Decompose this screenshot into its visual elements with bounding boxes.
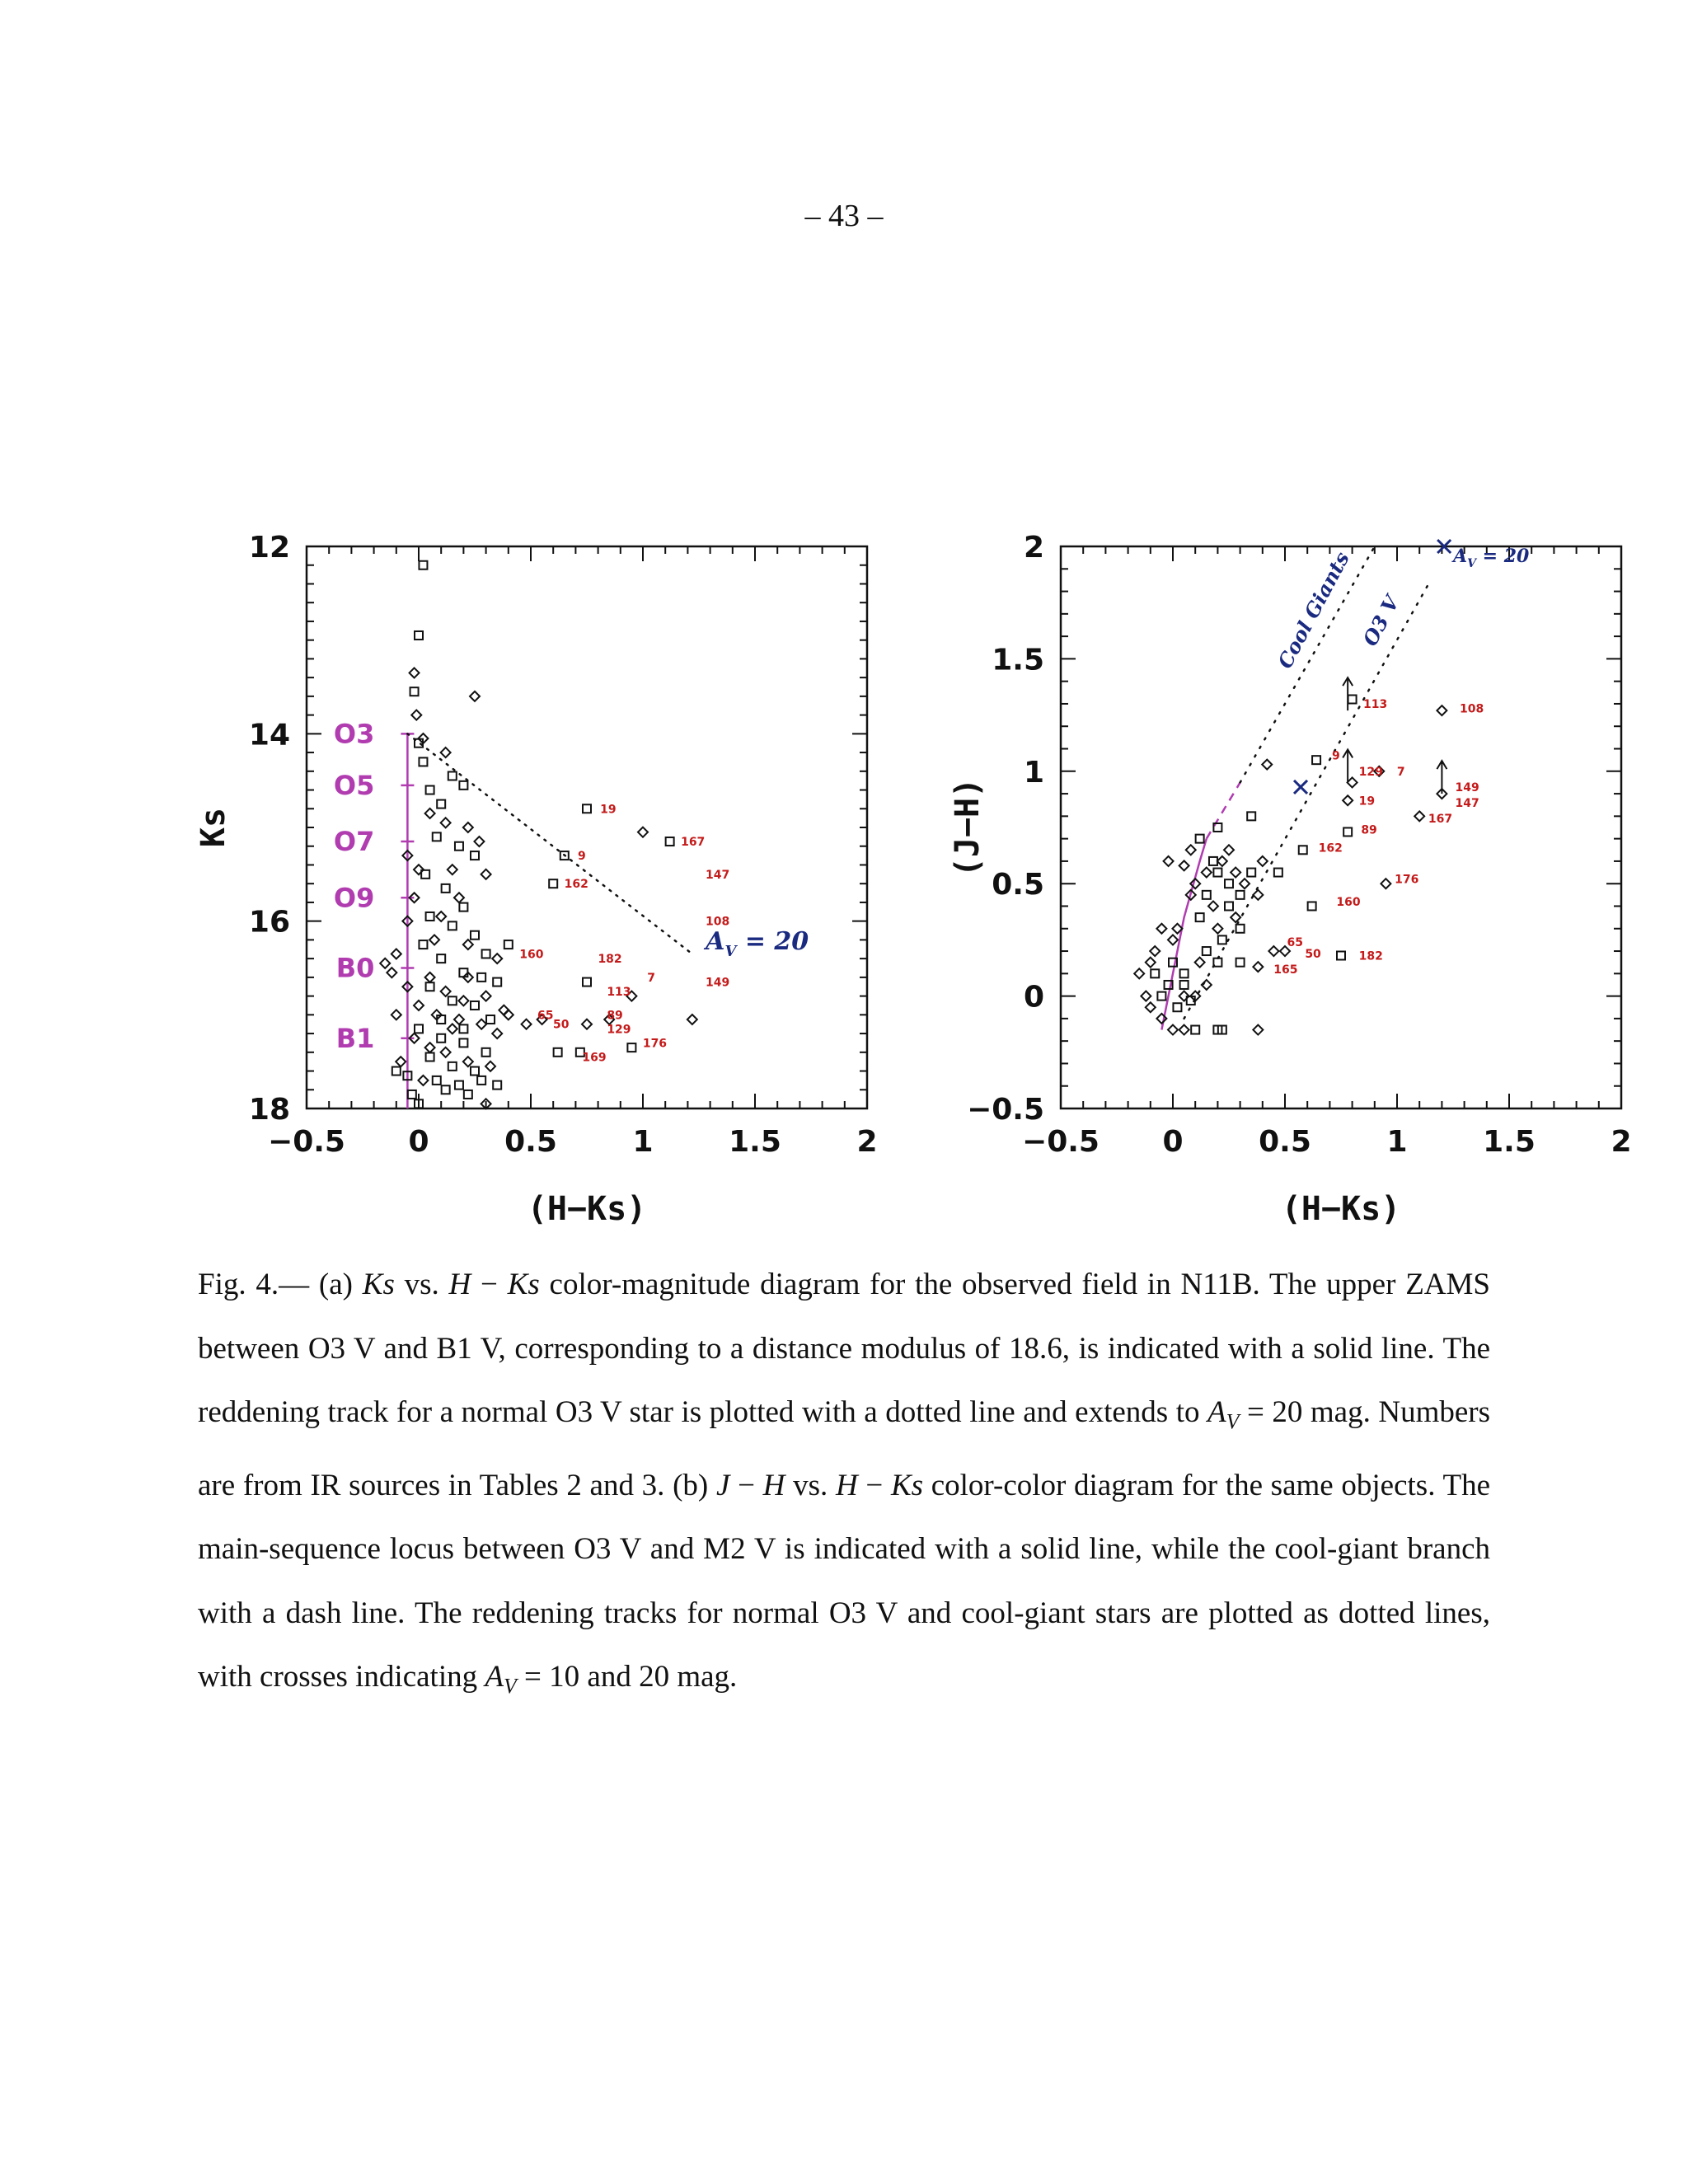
square-point — [1157, 992, 1165, 1001]
square-point — [433, 1076, 441, 1085]
diamond-point — [425, 1043, 435, 1052]
y-tick-label: 1.5 — [992, 643, 1044, 677]
diamond-point — [1141, 991, 1151, 1001]
x-tick-label: 1.5 — [729, 1125, 781, 1159]
square-point — [426, 1052, 434, 1061]
source-label: 19 — [600, 803, 617, 817]
cool-giant-branch — [1207, 782, 1240, 838]
x-axis-title: (H−Ks) — [1281, 1190, 1401, 1228]
square-point — [1236, 958, 1245, 967]
diamond-point — [429, 935, 439, 944]
diamond-point — [1231, 868, 1240, 878]
y-tick-label: 0 — [1023, 980, 1044, 1015]
diamond-point — [1208, 901, 1218, 911]
source-label: 108 — [706, 915, 730, 929]
y-tick-label: −0.5 — [967, 1093, 1044, 1127]
square-point — [493, 1081, 501, 1090]
square-point — [471, 931, 479, 940]
x-tick-label: 0.5 — [504, 1125, 557, 1159]
caption-text: (a) Ks vs. H − Ks color-magnitude diagram for the observed field in N11B. The upper ZAMS between O3 V and B1 V, corresponding to a distance modulus of 18.6, is indicated with a solid line. The reddening track for a normal O3 V star is plotted with a dotted line and extends to $A_V = 20$ mag. Numbers are from IR sources in Tables 2 and 3. (b) J − H vs. H − Ks color-color diagram for the same objects. The main-sequence locus between O3 V and M2 V is indicated with a solid line, while the cool-giant branch with a dash line. The reddening tracks for normal O3 V and cool-giant stars are plotted as dotted lines, with crosses indicating $A_V = 10$ and 20 mag. — [198, 1268, 1490, 1699]
av-annotation: $A_V = 20$ — [706, 926, 809, 960]
square-point — [1308, 902, 1316, 910]
diamond-point — [1414, 811, 1424, 821]
o3v-label: O3 V — [1357, 591, 1404, 650]
diamond-point — [1179, 1025, 1189, 1035]
source-label: 147 — [1455, 796, 1479, 810]
diamond-point — [441, 818, 451, 827]
square-point — [471, 851, 479, 860]
diamond-point — [1258, 856, 1268, 866]
chart-panel-b — [949, 531, 1632, 1228]
square-point — [1180, 969, 1189, 977]
x-tick-label: 1.5 — [1483, 1125, 1536, 1159]
diamond-point — [1202, 868, 1212, 878]
square-point — [464, 1090, 472, 1099]
diamond-point — [1212, 924, 1222, 934]
diamond-point — [458, 996, 468, 1005]
square-point — [448, 921, 457, 930]
square-point — [426, 982, 434, 991]
diamond-point — [1240, 879, 1250, 888]
spectral-type-label: O7 — [333, 826, 375, 858]
source-label: 7 — [1396, 765, 1405, 779]
square-point — [419, 561, 427, 569]
source-label: 89 — [607, 1009, 623, 1023]
diamond-point — [1156, 924, 1166, 934]
source-label: 165 — [1273, 963, 1298, 977]
plot-frame — [1061, 546, 1621, 1108]
square-point — [1348, 696, 1357, 704]
diamond-point — [418, 1076, 428, 1085]
spectral-type-label: O3 — [333, 718, 375, 750]
y-axis-title: (J−H) — [949, 777, 987, 878]
square-point — [437, 1015, 445, 1024]
x-tick-label: −0.5 — [268, 1125, 345, 1159]
source-label: 65 — [537, 1009, 554, 1023]
square-point — [471, 1067, 479, 1076]
y-tick-label: 0.5 — [992, 868, 1044, 902]
diamond-point — [485, 1062, 495, 1071]
diamond-point — [1253, 962, 1263, 972]
square-point — [426, 786, 434, 794]
source-label: 160 — [1336, 896, 1361, 910]
square-point — [455, 842, 463, 851]
diamond-point — [463, 823, 473, 832]
diamond-point — [1343, 795, 1353, 805]
square-point — [482, 949, 490, 958]
x-tick-label: 2 — [1611, 1125, 1632, 1159]
reddening-track — [1240, 546, 1375, 782]
diamond-point — [392, 1010, 401, 1019]
square-point — [554, 1048, 562, 1057]
y-tick-label: 12 — [248, 531, 290, 565]
square-point — [1191, 1026, 1199, 1034]
diamond-point — [425, 808, 435, 818]
diamond-point — [638, 827, 648, 837]
diamond-point — [436, 912, 446, 921]
x-tick-label: 2 — [856, 1125, 878, 1159]
source-label: 149 — [706, 976, 730, 990]
diamond-point — [1168, 935, 1178, 944]
square-point — [437, 800, 445, 808]
source-label: 162 — [564, 878, 588, 892]
source-label: 9 — [1331, 749, 1340, 763]
square-point — [459, 968, 467, 977]
square-point — [415, 631, 423, 640]
source-label: 9 — [577, 850, 586, 864]
source-label: 167 — [1428, 813, 1453, 827]
diamond-point — [1348, 777, 1357, 787]
diamond-point — [414, 1001, 424, 1010]
source-label: 129 — [607, 1023, 631, 1037]
figure-caption — [198, 1253, 1490, 1718]
x-tick-label: −0.5 — [1022, 1125, 1100, 1159]
square-point — [1236, 891, 1245, 899]
diamond-point — [463, 1057, 473, 1066]
diamond-point — [454, 1015, 464, 1024]
square-point — [1213, 869, 1221, 877]
diamond-point — [380, 958, 390, 968]
square-point — [1343, 827, 1352, 836]
square-point — [471, 1001, 479, 1010]
diamond-point — [1268, 946, 1278, 956]
diamond-point — [1381, 879, 1390, 888]
square-point — [448, 1062, 457, 1071]
square-point — [627, 1043, 635, 1052]
y-tick-label: 1 — [1023, 755, 1044, 790]
x-tick-label: 0 — [408, 1125, 429, 1159]
square-point — [433, 832, 441, 841]
spectral-type-label: B1 — [335, 1022, 375, 1054]
cool-giants-label: Cool Giants — [1273, 547, 1354, 673]
square-point — [459, 903, 467, 912]
square-point — [1225, 879, 1233, 888]
source-label: 129 — [1358, 765, 1383, 779]
source-label: 169 — [582, 1051, 607, 1065]
x-tick-label: 1 — [1386, 1125, 1408, 1159]
diamond-point — [474, 837, 484, 846]
square-point — [1203, 891, 1211, 899]
square-point — [1337, 951, 1345, 959]
square-point — [426, 912, 434, 921]
source-label: 65 — [1287, 936, 1304, 950]
diamond-point — [454, 893, 464, 902]
square-point — [583, 978, 591, 987]
page-number: – 43 – — [804, 199, 884, 233]
y-axis-title: Ks — [195, 807, 232, 848]
source-label: 7 — [647, 971, 656, 985]
y-tick-label: 14 — [248, 718, 290, 752]
square-point — [437, 954, 445, 963]
square-point — [408, 1090, 416, 1099]
square-point — [1247, 869, 1255, 877]
diamond-point — [448, 1024, 457, 1033]
source-label: 50 — [553, 1018, 570, 1032]
square-point — [1312, 756, 1320, 764]
spectral-type-label: O9 — [333, 882, 375, 914]
source-label: 108 — [1460, 702, 1484, 716]
square-point — [583, 804, 591, 813]
square-point — [437, 1034, 445, 1043]
square-point — [442, 884, 450, 893]
source-label: 182 — [1358, 949, 1383, 963]
square-point — [1173, 1003, 1181, 1011]
diamond-point — [522, 1019, 532, 1029]
diamond-point — [425, 972, 435, 982]
diamond-point — [481, 991, 491, 1001]
source-label: 149 — [1455, 780, 1479, 794]
source-label: 89 — [1361, 823, 1377, 837]
source-label: 176 — [642, 1037, 668, 1051]
square-point — [419, 757, 427, 766]
square-point — [419, 940, 427, 949]
av-annotation: $A_V = 20$ — [1453, 546, 1530, 571]
square-point — [549, 879, 557, 888]
source-label: 162 — [1318, 841, 1343, 855]
diamond-point — [1253, 890, 1263, 900]
source-label: 19 — [1358, 794, 1376, 808]
diamond-point — [492, 1029, 502, 1038]
x-tick-label: 1 — [632, 1125, 654, 1159]
square-point — [493, 978, 501, 987]
plot-frame — [307, 546, 867, 1108]
chart-panel-a — [195, 531, 878, 1228]
diamond-point — [1195, 958, 1205, 968]
square-point — [392, 1067, 401, 1076]
spectral-type-label: B0 — [335, 952, 375, 984]
diamond-point — [441, 987, 451, 996]
source-label: 113 — [1363, 697, 1388, 711]
square-point — [477, 973, 485, 982]
caption-label: Fig. 4.— — [198, 1268, 310, 1301]
diamond-point — [1262, 760, 1272, 770]
diamond-point — [1164, 856, 1174, 866]
x-tick-label: 0 — [1162, 1125, 1184, 1159]
diamond-point — [411, 710, 421, 720]
source-label: 50 — [1305, 947, 1321, 961]
diamond-point — [1231, 912, 1240, 922]
av-cross — [1294, 780, 1307, 794]
square-point — [666, 837, 674, 846]
square-point — [459, 1024, 467, 1033]
source-label: 176 — [1395, 873, 1419, 887]
source-label: 113 — [607, 985, 631, 999]
source-label: 167 — [681, 836, 706, 850]
diamond-point — [1437, 705, 1447, 715]
diamond-point — [1186, 845, 1196, 855]
square-point — [459, 1038, 467, 1047]
diamond-point — [481, 869, 491, 879]
diamond-point — [387, 968, 396, 977]
diamond-point — [448, 865, 457, 874]
square-point — [1247, 812, 1255, 820]
diamond-point — [441, 1047, 451, 1057]
square-point — [415, 1024, 423, 1033]
square-point — [448, 996, 457, 1005]
square-point — [455, 1081, 463, 1090]
source-label: 147 — [706, 868, 730, 882]
diamond-point — [1146, 958, 1156, 968]
x-axis-title: (H−Ks) — [527, 1190, 647, 1228]
y-tick-label: 16 — [248, 905, 290, 940]
diamond-point — [492, 954, 502, 963]
diamond-point — [476, 1019, 486, 1029]
square-point — [1196, 913, 1204, 921]
diamond-point — [1179, 860, 1189, 870]
square-point — [486, 1015, 495, 1024]
diamond-point — [1217, 856, 1227, 866]
square-point — [410, 687, 419, 696]
diamond-point — [396, 1057, 406, 1066]
square-point — [1236, 925, 1245, 933]
square-point — [1196, 835, 1204, 843]
diamond-point — [1146, 1002, 1156, 1012]
diamond-point — [687, 1015, 697, 1024]
y-tick-label: 18 — [248, 1093, 290, 1127]
square-point — [504, 940, 513, 949]
diamond-point — [441, 748, 451, 757]
square-point — [1203, 947, 1211, 955]
x-tick-label: 0.5 — [1259, 1125, 1311, 1159]
diamond-point — [410, 668, 420, 677]
diamond-point — [1168, 1025, 1178, 1035]
square-point — [477, 1076, 485, 1085]
square-point — [482, 1048, 490, 1057]
spectral-type-label: O5 — [333, 769, 375, 801]
square-point — [1218, 935, 1226, 944]
diamond-point — [470, 691, 480, 701]
source-label: 160 — [519, 948, 544, 962]
square-point — [459, 781, 467, 790]
diamond-point — [1134, 968, 1144, 978]
diamond-point — [1150, 946, 1160, 956]
diamond-point — [582, 1019, 592, 1029]
diamond-point — [1253, 1025, 1263, 1035]
square-point — [1274, 869, 1282, 877]
diamond-point — [463, 940, 473, 949]
source-label: 182 — [598, 953, 622, 967]
diamond-point — [392, 949, 401, 958]
square-point — [1225, 902, 1233, 910]
square-point — [1151, 969, 1159, 977]
square-point — [442, 1085, 450, 1094]
square-point — [1299, 846, 1307, 854]
diamond-point — [1224, 845, 1234, 855]
y-tick-label: 2 — [1023, 531, 1044, 565]
square-point — [1180, 981, 1189, 989]
square-point — [448, 771, 457, 780]
